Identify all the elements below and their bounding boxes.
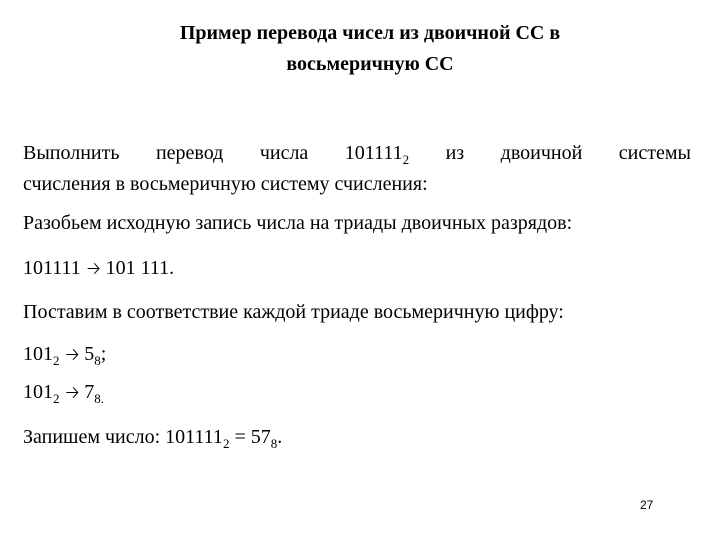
- task-word-6: системы: [618, 142, 691, 164]
- mapping2-octal: 7: [84, 381, 95, 403]
- result-number: 101111: [165, 426, 223, 448]
- task-line-2: счисления в восьмеричную систему счисления:: [23, 173, 428, 195]
- mapping1-binary-base: 2: [53, 353, 60, 368]
- result-equals: =: [229, 426, 251, 448]
- mapping2-binary-base: 2: [53, 391, 60, 406]
- result-number-base: 2: [222, 436, 230, 451]
- task-word-1: Выполнить: [23, 142, 120, 164]
- task-word-2: перевод: [155, 142, 224, 164]
- slide-body: [23, 138, 691, 453]
- arrow-right-icon: 🡢: [86, 259, 101, 279]
- step2-text: Поставим в соответствие каждой триаде восьмеричную цифру:: [23, 301, 564, 323]
- mapping1-octal: 5: [84, 343, 95, 365]
- result-prefix: Запишем число:: [23, 426, 166, 448]
- task-line-1: [23, 138, 691, 169]
- arrow-right-icon: 🡢: [65, 345, 80, 365]
- mapping1-octal-base: 8: [94, 353, 101, 368]
- task-number-base: 2: [402, 152, 410, 167]
- result-line: [23, 422, 691, 453]
- split-source: 101111: [23, 257, 81, 279]
- mapping2-binary: 101: [23, 381, 53, 403]
- split-line: [23, 253, 691, 285]
- slide-title: [80, 18, 660, 80]
- title-line-2: восьмеричную СС: [286, 53, 454, 75]
- step1-text: Разобьем исходную запись числа на триады двоичных разрядов:: [23, 212, 573, 234]
- result-octal-base: 8: [270, 436, 278, 451]
- mapping1-binary: 101: [23, 343, 53, 365]
- mapping2-octal-base: 8.: [94, 391, 105, 406]
- result-octal: 57: [250, 426, 271, 448]
- page-number: 27: [640, 498, 654, 512]
- mapping-line-2: [23, 377, 691, 409]
- task-number-value: 101111: [344, 142, 403, 164]
- mapping1-suffix: ;: [100, 343, 107, 365]
- title-line-1: Пример перевода чисел из двоичной СС в: [179, 22, 561, 44]
- task-word-3: числа: [259, 142, 309, 164]
- task-word-4: из: [445, 142, 465, 164]
- task-word-5: двоичной: [500, 142, 583, 164]
- task-paragraph: [23, 138, 691, 200]
- split-result: 101 111.: [105, 257, 175, 279]
- task-number: [345, 138, 409, 169]
- mapping-line-1: [23, 339, 691, 371]
- result-suffix: .: [277, 426, 283, 448]
- arrow-right-icon: 🡢: [65, 383, 80, 403]
